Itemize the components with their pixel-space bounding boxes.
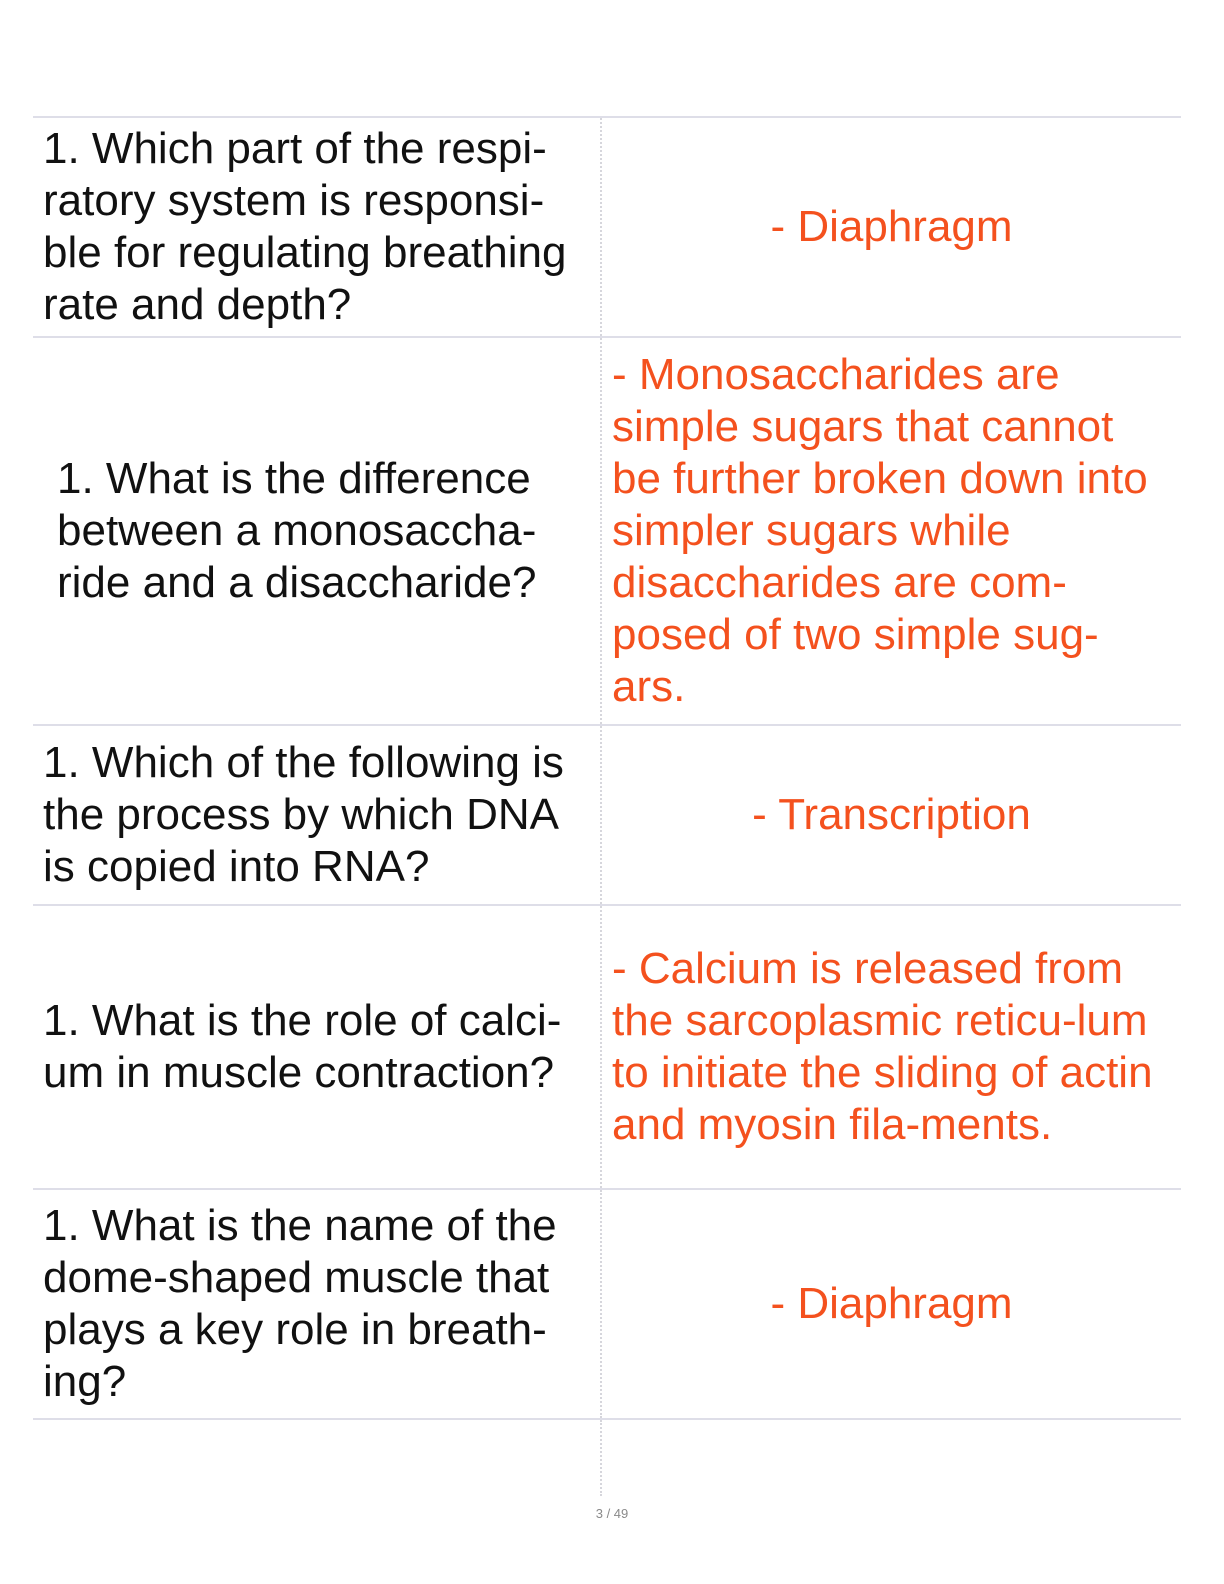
answer-cell: [600, 338, 1181, 724]
question-text: 1. Which part of the respi-ratory system is responsi-ble for regulating breathing rate and depth?: [43, 124, 567, 329]
answer-cell: [600, 906, 1181, 1188]
answer-text: - Monosaccharides are simple sugars that cannot be further broken down into simpler sugars while disaccharides are com-posed of two simple sug-ars.: [612, 350, 1148, 711]
page-number: 3 / 49: [595, 1506, 629, 1521]
question-text: 1. What is the difference between a monosaccha-ride and a disaccharide?: [57, 454, 537, 607]
answer-text: - Transcription: [752, 790, 1031, 839]
column-divider-trail: [600, 1420, 602, 1496]
flashcard-row: [33, 1188, 1181, 1420]
answer-cell: [600, 118, 1181, 336]
question-text: 1. What is the name of the dome-shaped muscle that plays a key role in breath-ing?: [43, 1201, 557, 1406]
question-cell: [33, 338, 600, 724]
question-cell: [33, 726, 600, 904]
flashcard-row: [33, 724, 1181, 904]
question-text: 1. What is the role of calci-um in muscle contraction?: [43, 996, 562, 1097]
answer-cell: [600, 726, 1181, 904]
flashcard-row: [33, 336, 1181, 724]
question-cell: [33, 1190, 600, 1418]
answer-text: - Diaphragm: [770, 202, 1013, 251]
flashcard-table: [33, 116, 1181, 1420]
flashcard-row: [33, 904, 1181, 1188]
question-text: 1. Which of the following is the process by which DNA is copied into RNA?: [43, 738, 564, 891]
answer-text: - Diaphragm: [770, 1279, 1013, 1328]
flashcard-row: [33, 116, 1181, 336]
answer-cell: [600, 1190, 1181, 1418]
question-cell: [33, 906, 600, 1188]
answer-text: - Calcium is released from the sarcoplasmic reticu-lum to initiate the sliding of actin and myosin fila-ments.: [612, 944, 1153, 1149]
question-cell: [33, 118, 600, 336]
